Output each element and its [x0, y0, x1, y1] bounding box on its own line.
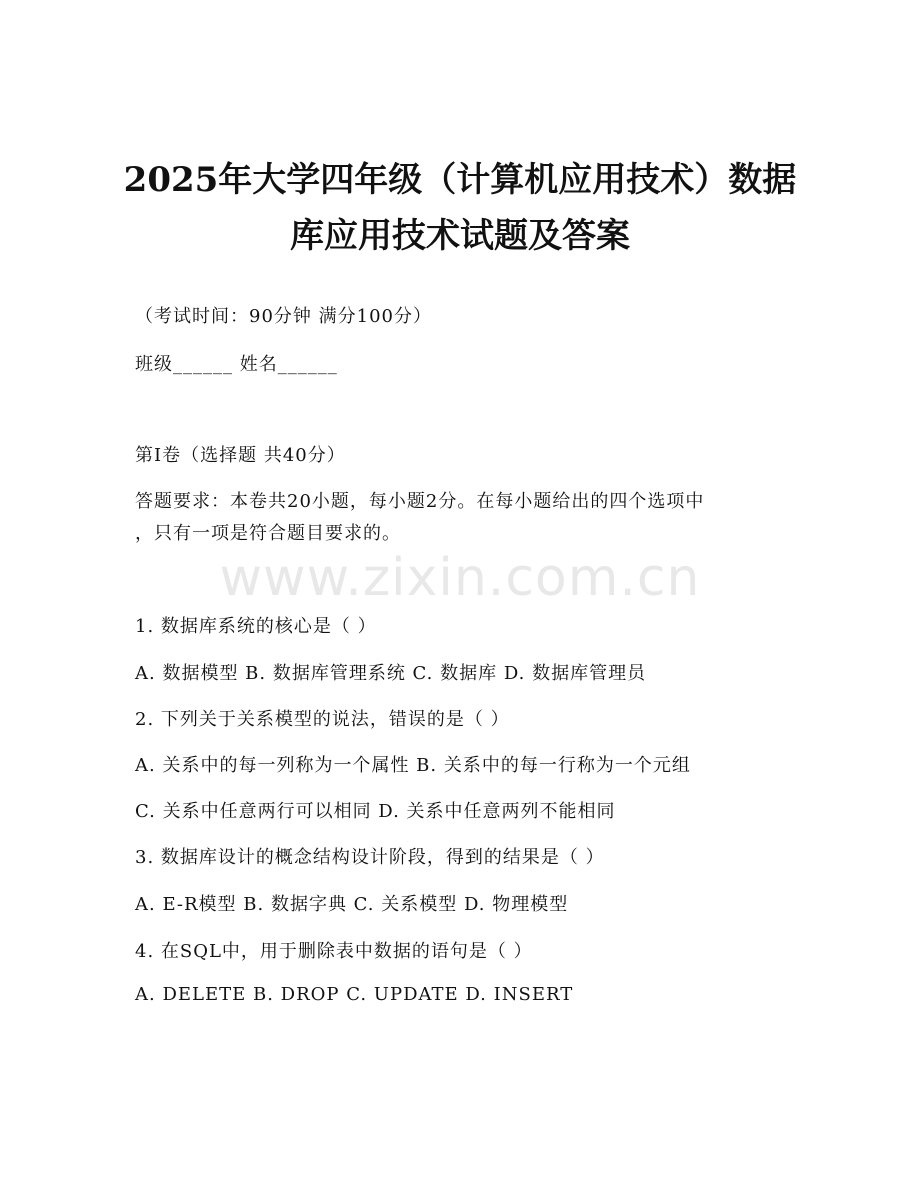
- document-title: [60, 152, 860, 264]
- question-3-stem: 3. 数据库设计的概念结构设计阶段，得到的结果是（ ）: [135, 847, 605, 868]
- title-line-2: 库应用技术试题及答案: [290, 216, 630, 256]
- question-2-stem: 2. 下列关于关系模型的说法，错误的是（ ）: [135, 709, 510, 730]
- question-4-options: A. DELETE B. DROP C. UPDATE D. INSERT: [135, 984, 574, 1005]
- question-2-options-2: C. 关系中任意两行可以相同 D. 关系中任意两列不能相同: [135, 801, 616, 822]
- question-1-options: A. 数据模型 B. 数据库管理系统 C. 数据库 D. 数据库管理员: [135, 663, 647, 684]
- question-1-stem: 1. 数据库系统的核心是（ ）: [135, 616, 377, 637]
- title-line-1: 2025年大学四年级（计算机应用技术）数据: [123, 160, 797, 200]
- watermark: www.zixin.com.cn: [219, 548, 701, 608]
- question-4-stem: 4. 在SQL中，用于删除表中数据的语句是（ ）: [135, 941, 533, 962]
- exam-info: （考试时间：90分钟 满分100分）: [135, 306, 432, 327]
- instructions-line-2: ，只有一项是符合题目要求的。: [135, 523, 401, 544]
- section-heading: 第I卷（选择题 共40分）: [135, 445, 346, 466]
- student-fields: 班级______ 姓名______: [135, 354, 338, 375]
- instructions-line-1: 答题要求：本卷共20小题，每小题2分。在每小题给出的四个选项中: [135, 491, 705, 512]
- question-2-options-1: A. 关系中的每一列称为一个属性 B. 关系中的每一行称为一个元组: [135, 755, 691, 776]
- question-3-options: A. E-R模型 B. 数据字典 C. 关系模型 D. 物理模型: [135, 894, 569, 915]
